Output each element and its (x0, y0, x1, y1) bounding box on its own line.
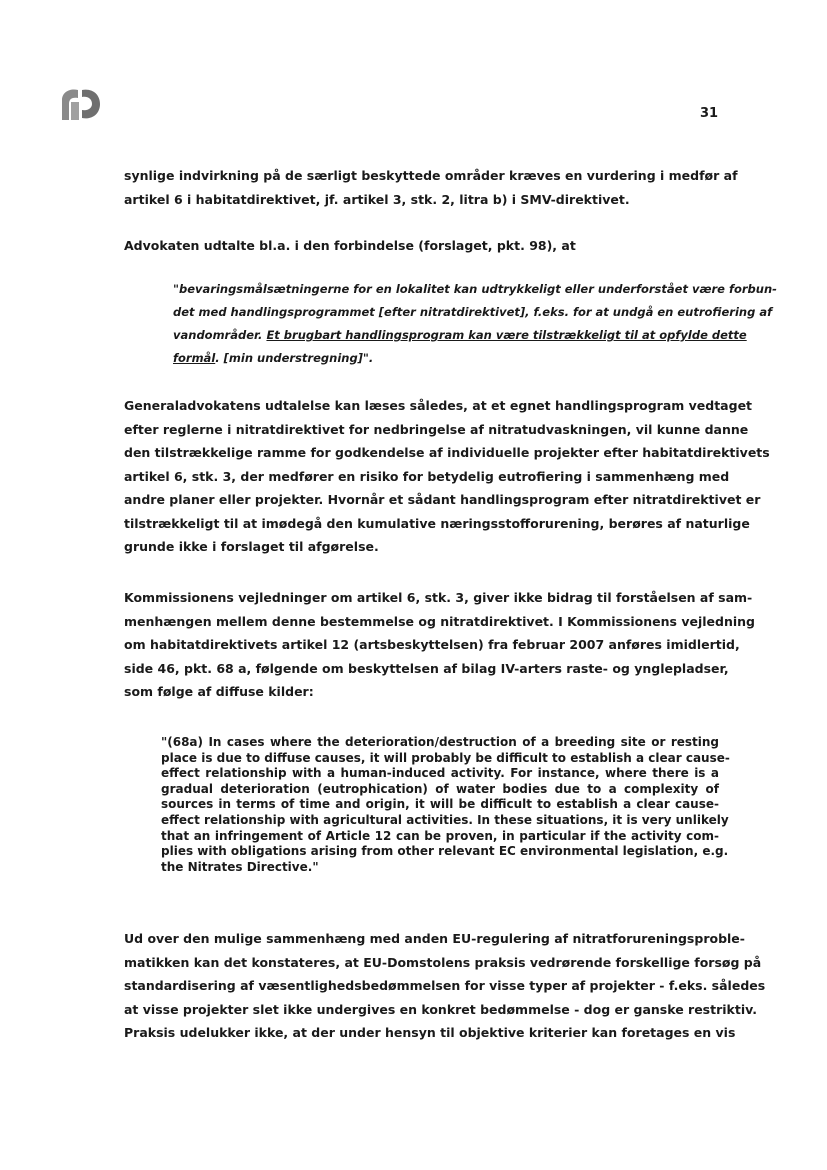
text-line: Ud over den mulige sammenhæng med anden EU-regulering af nitratforureningsproble- (124, 931, 745, 946)
quote-line: gradual deterioration (eutrophication) of water bodies due to a complexity of (161, 781, 719, 796)
text-line: artikel 6 i habitatdirektivet, jf. artikel 3, stk. 2, litra b) i SMV-direktivet. (124, 191, 630, 207)
quote-text: vandområder. (173, 328, 267, 342)
quote-line: plies with obligations arising from other relevant EC environmental legislation, e.g. (161, 844, 729, 859)
text-line: om habitatdirektivets artikel 12 (artsbeskyttelsen) fra februar 2007 anføres imidlertid, (124, 637, 740, 652)
english-quote (161, 735, 730, 875)
paragraph-kommission (124, 586, 755, 704)
italic-quote (173, 278, 777, 370)
quote-line: effect relationship with a human-induced activity. For instance, where there is a (161, 766, 719, 781)
paragraph-final (124, 927, 766, 1045)
text-line: som følge af diffuse kilder: (124, 684, 314, 699)
quote-line: the Nitrates Directive." (161, 859, 319, 874)
paragraph-advokat (124, 234, 720, 258)
text-line: grunde ikke i forslaget til afgørelse. (124, 539, 379, 554)
quote-line: det med handlingsprogrammet [efter nitratdirektivet], f.eks. for at undgå en eutrofiering af (173, 305, 773, 319)
text-line: den tilstrækkelige ramme for godkendelse af individuelle projekter efter habitatdirektivets (124, 445, 770, 460)
quote-line: "(68a) In cases where the deterioration/destruction of a breeding site or resting (161, 735, 719, 749)
underlined-text: formål (173, 351, 216, 365)
quote-line: that an infringement of Article 12 can be proven, in particular if the activity com- (161, 828, 719, 843)
text-line: artikel 6, stk. 3, der medfører en risiko for betydelig eutrofiering i sammenhæng med (124, 468, 730, 484)
text-line: side 46, pkt. 68 a, følgende om beskyttelsen af bilag IV-arters raste- og ynglepladser, (124, 660, 729, 676)
text-line: at visse projekter slet ikke undergives en konkret bedømmelse - dog er ganske restriktiv. (124, 1001, 757, 1017)
text-line: Kommissionens vejledninger om artikel 6, stk. 3, giver ikke bidrag til forståelsen af sam- (124, 590, 753, 605)
paragraph-intro (124, 164, 738, 211)
text-line: synlige indvirkning på de særligt beskyttede områder kræves en vurdering i medfør af (124, 168, 738, 183)
paragraph-generaladvokat (124, 394, 770, 559)
quote-line: sources in terms of time and origin, it will be difficult to establish a clear cause- (161, 797, 719, 812)
text-line: menhængen mellem denne bestemmelse og nitratdirektivet. I Kommissionens vejledning (124, 613, 755, 629)
underlined-text: Et brugbart handlingsprogram kan være tilstrækkeligt til at opfylde dette (266, 328, 747, 342)
firm-logo-icon (58, 86, 104, 122)
text-line: Advokaten udtalte bl.a. i den forbindelse (forslaget, pkt. 98), at (124, 238, 576, 253)
quote-line (173, 347, 721, 370)
text-line: standardisering af væsentlighedsbedømmelsen for visse typer af projekter - f.eks. således (124, 978, 766, 993)
text-line: matikken kan det konstateres, at EU-Domstolens praksis vedrørende forskellige forsøg på (124, 954, 762, 970)
quote-line (173, 324, 747, 347)
quote-line: place is due to diffuse causes, it will probably be difficult to establish a clear cause- (161, 750, 730, 765)
quote-line: effect relationship with agricultural activities. In these situations, it is very unlikely (161, 812, 729, 827)
text-line: efter reglerne i nitratdirektivet for nedbringelse af nitratudvaskningen, vil kunne danne (124, 421, 749, 437)
text-line: Praksis udelukker ikke, at der under hensyn til objektive kriterier kan foretages en vis (124, 1025, 736, 1040)
text-line: andre planer eller projekter. Hvornår et sådant handlingsprogram efter nitratdirektivet er (124, 492, 761, 507)
quote-line: "bevaringsmålsætningerne for en lokalitet kan udtrykkeligt eller underforstået være forbun- (173, 282, 777, 296)
text-line: Generaladvokatens udtalelse kan læses således, at et egnet handlingsprogram vedtaget (124, 398, 753, 413)
quote-text: . [min understregning]". (215, 351, 374, 365)
page-number: 31 (700, 106, 719, 121)
text-line: tilstrækkeligt til at imødegå den kumulative næringsstofforurening, berøres af naturlige (124, 515, 750, 531)
